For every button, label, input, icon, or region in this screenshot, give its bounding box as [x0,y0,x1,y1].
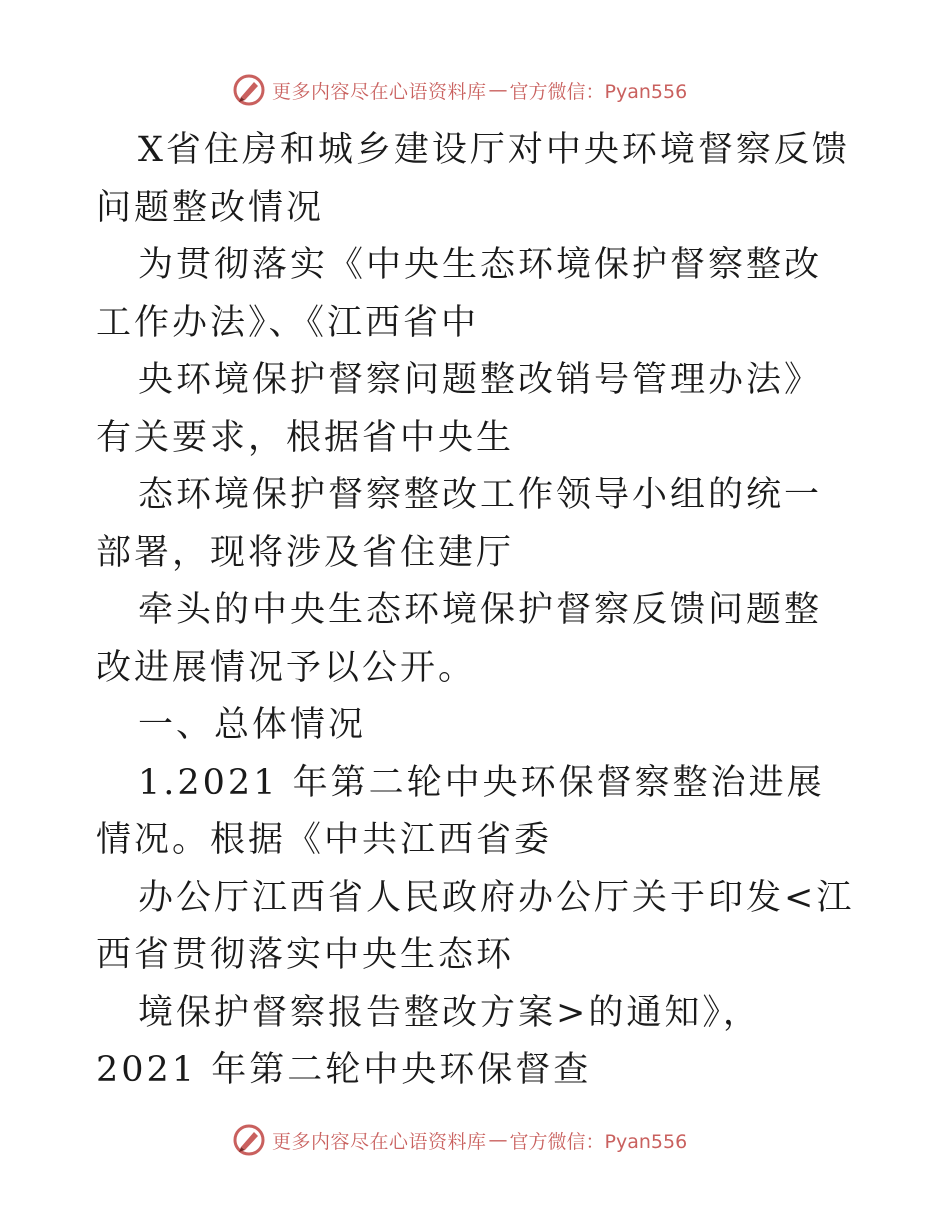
footer-watermark [232,1120,687,1160]
watermark-text: 更多内容尽在心语资料库 [272,80,487,103]
pen-logo-icon [232,1123,266,1157]
paragraph: 为贯彻落实《中央生态环境保护督察整改工作办法》、《江西省中 [96,245,823,343]
document-body [96,122,856,1100]
document-title: X省住房和城乡建设厅对中央环境督察反馈问题整改情况 [96,130,850,228]
paragraph: 境保护督察报告整改方案>的通知》，2021 年第二轮中央环保督查 [96,992,761,1090]
paragraph: 态环境保护督察整改工作领导小组的统一部署，现将涉及省住建厅 [96,475,823,573]
paragraph: 牵头的中央生态环境保护督察反馈问题整改进展情况予以公开。 [96,590,823,688]
watermark-dash: — [488,1129,508,1151]
watermark-sub: 官方微信：Pyan556 [509,1130,688,1153]
watermark-sub: 官方微信：Pyan556 [509,80,688,103]
watermark-dash: — [488,79,508,101]
section-heading: 一、总体情况 [138,705,367,745]
paragraph: 央环境保护督察问题整改销号管理办法》有关要求，根据省中央生 [96,360,823,458]
watermark-text: 更多内容尽在心语资料库 [272,1130,487,1153]
paragraph: 办公厅江西省人民政府办公厅关于印发<江西省贯彻落实中央生态环 [96,877,855,975]
pen-logo-icon [232,73,266,107]
paragraph: 1.2021 年第二轮中央环保督察整治进展情况。根据《中共江西省委 [96,762,825,860]
header-watermark [232,70,687,110]
